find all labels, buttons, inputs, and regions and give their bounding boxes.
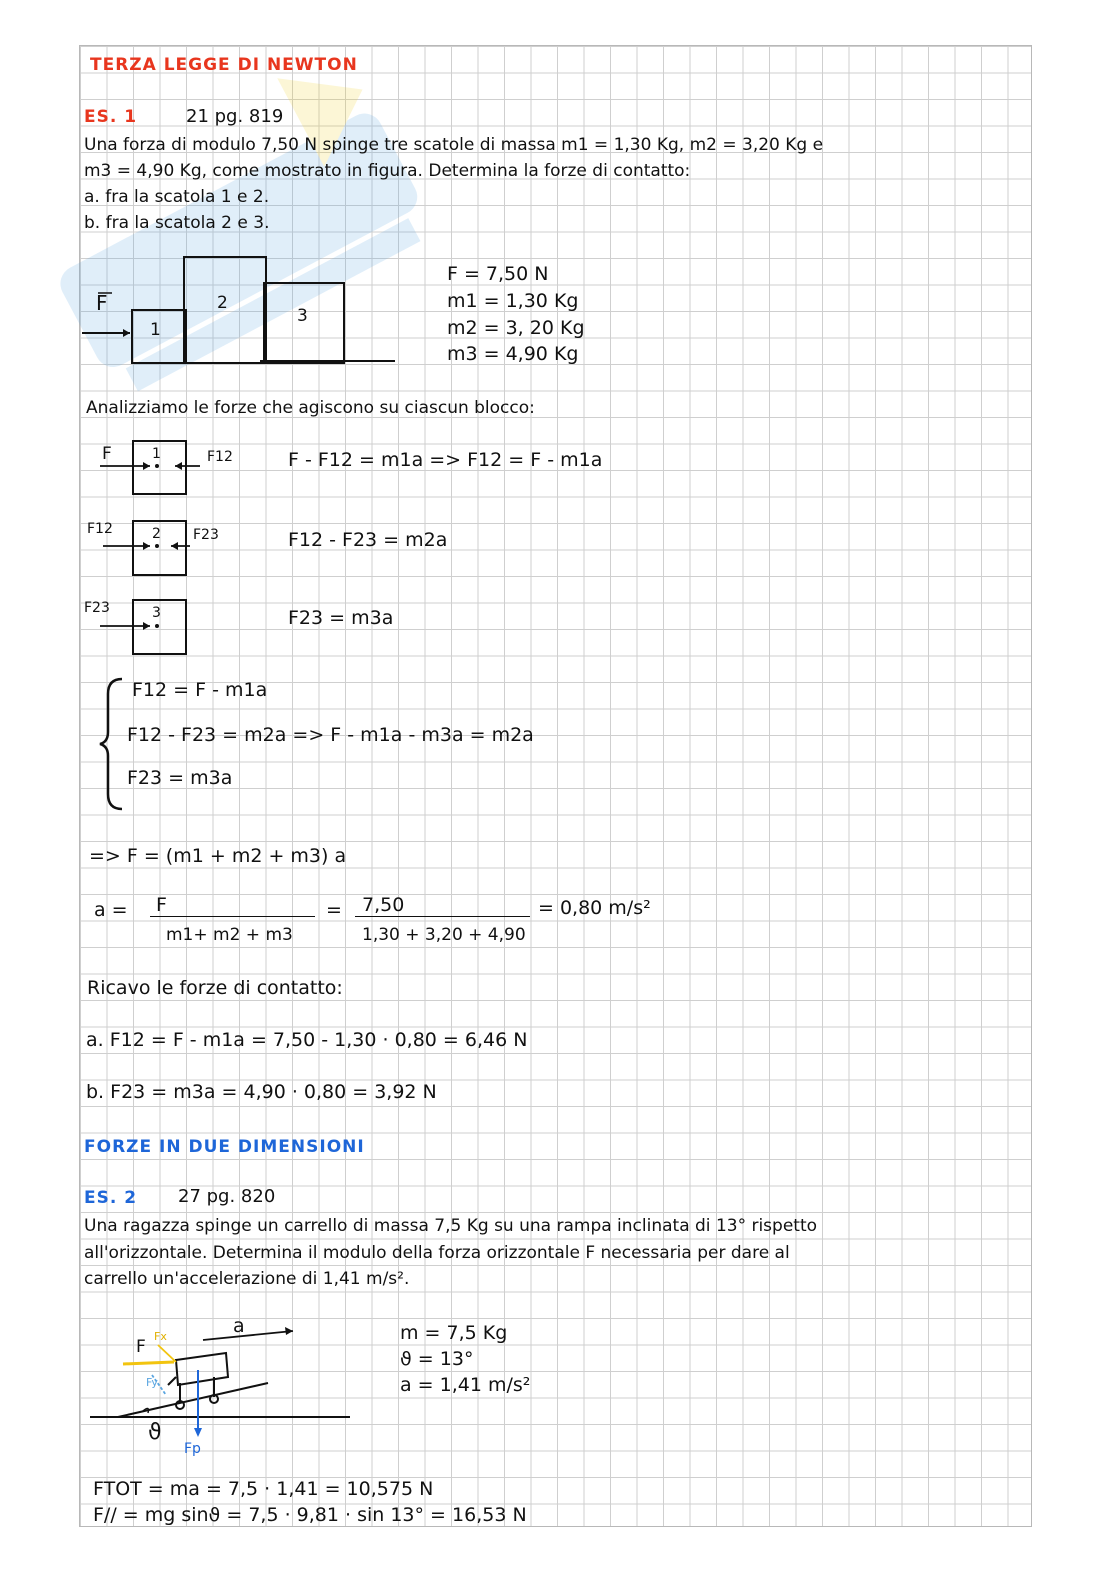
fbd-2-equation: F12 - F23 = m2a — [288, 529, 448, 551]
exercise-2-text-2: all'orizzontale. Determina il modulo della forza orizzontale F necessaria per dare al — [84, 1243, 790, 1263]
acc-num-2: 7,50 — [362, 894, 405, 916]
exercise-1-ref: 21 pg. 819 — [186, 106, 284, 127]
system-eq-3: F23 = m3a — [127, 767, 233, 789]
given-F: F = 7,50 N — [447, 263, 549, 285]
fbd-2-num: 2 — [152, 526, 161, 542]
system-eq-1: F12 = F - m1a — [132, 679, 268, 701]
fbd-2-right-label: F23 — [193, 527, 219, 543]
figure-1-lines — [80, 280, 410, 370]
exercise-1-text-2: m3 = 4,90 Kg, come mostrato in figura. Determina la forze di contatto: — [84, 161, 691, 181]
figure-2-theta-label: ϑ — [148, 1420, 162, 1445]
figure-2-fy-label: Fy — [146, 1376, 158, 1389]
figure-1-force-label: F — [96, 291, 108, 315]
given-m: m = 7,5 Kg — [400, 1322, 508, 1344]
page-title: TERZA LEGGE DI NEWTON — [90, 55, 358, 75]
given-theta: ϑ = 13° — [400, 1348, 474, 1370]
fbd-3-equation: F23 = m3a — [288, 607, 394, 629]
result-a: a. F12 = F - m1a = 7,50 - 1,30 · 0,80 = 6,46 N — [86, 1029, 528, 1051]
fbd-1-left-label: F — [102, 444, 112, 464]
box-3-label: 3 — [297, 306, 308, 326]
given-m2: m2 = 3, 20 Kg — [447, 317, 585, 339]
box-1-label: 1 — [150, 320, 161, 340]
figure-2-force-label: F — [136, 1337, 146, 1357]
figure-2-fx-label: Fx — [154, 1330, 167, 1343]
acc-a: a = — [94, 899, 128, 921]
figure-2-fp-label: Fp — [184, 1441, 201, 1457]
exercise-2-text-1: Una ragazza spinge un carrello di massa 7,5 Kg su una rampa inclinata di 13° rispetto — [84, 1216, 818, 1236]
acc-num-1: F — [156, 894, 167, 916]
ricavo-text: Ricavo le forze di contatto: — [87, 977, 343, 999]
figure-2-accel-label: a — [233, 1315, 245, 1337]
fbd-1-arrows — [95, 430, 235, 500]
acc-den-1: m1+ m2 + m3 — [166, 925, 293, 945]
fbd-3-left-label: F23 — [84, 600, 110, 616]
exercise-2-text-3: carrello un'accelerazione di 1,41 m/s². — [84, 1269, 410, 1289]
fbd-1-right-label: F12 — [207, 449, 233, 465]
acc-result: = 0,80 m/s² — [538, 897, 651, 919]
ftot-equation: FTOT = ma = 7,5 · 1,41 = 10,575 N — [93, 1478, 434, 1500]
given-a: a = 1,41 m/s² — [400, 1374, 531, 1396]
given-m3: m3 = 4,90 Kg — [447, 343, 579, 365]
box-2-label: 2 — [217, 293, 228, 313]
fbd-3-num: 3 — [152, 605, 161, 621]
acc-fraction-line-2 — [355, 916, 530, 917]
exercise-1-text-1: Una forza di modulo 7,50 N spinge tre scatole di massa m1 = 1,30 Kg, m2 = 3,20 Kg e — [84, 135, 824, 155]
exercise-2-ref: 27 pg. 820 — [178, 1186, 276, 1207]
sum-equation: => F = (m1 + m2 + m3) a — [89, 845, 347, 867]
exercise-1-label: ES. 1 — [84, 107, 138, 127]
fbd-1-num: 1 — [152, 446, 161, 462]
exercise-1-item-a: a. fra la scatola 1 e 2. — [84, 187, 270, 207]
fbd-2-arrows — [95, 510, 235, 580]
system-eq-2: F12 - F23 = m2a => F - m1a - m3a = m2a — [127, 724, 534, 746]
fbd-3-arrows — [95, 590, 235, 660]
exercise-1-item-b: b. fra la scatola 2 e 3. — [84, 213, 270, 233]
fbd-1-equation: F - F12 = m1a => F12 = F - m1a — [288, 449, 603, 471]
acc-equals: = — [326, 899, 342, 921]
given-m1: m1 = 1,30 Kg — [447, 290, 579, 312]
cart-ramp-figure — [88, 1315, 358, 1465]
fbd-2-left-label: F12 — [87, 521, 113, 537]
result-b: b. F23 = m3a = 4,90 · 0,80 = 3,92 N — [86, 1081, 437, 1103]
analysis-text: Analizziamo le forze che agiscono su ciascun blocco: — [86, 398, 535, 418]
section-2-title: FORZE IN DUE DIMENSIONI — [84, 1137, 365, 1157]
acc-fraction-line-1 — [150, 916, 315, 917]
acc-den-2: 1,30 + 3,20 + 4,90 — [362, 925, 526, 945]
fpar-equation: F// = mg sinϑ = 7,5 · 9,81 · sin 13° = 16,53 N — [93, 1504, 527, 1526]
exercise-2-label: ES. 2 — [84, 1188, 138, 1208]
system-brace — [98, 676, 128, 812]
